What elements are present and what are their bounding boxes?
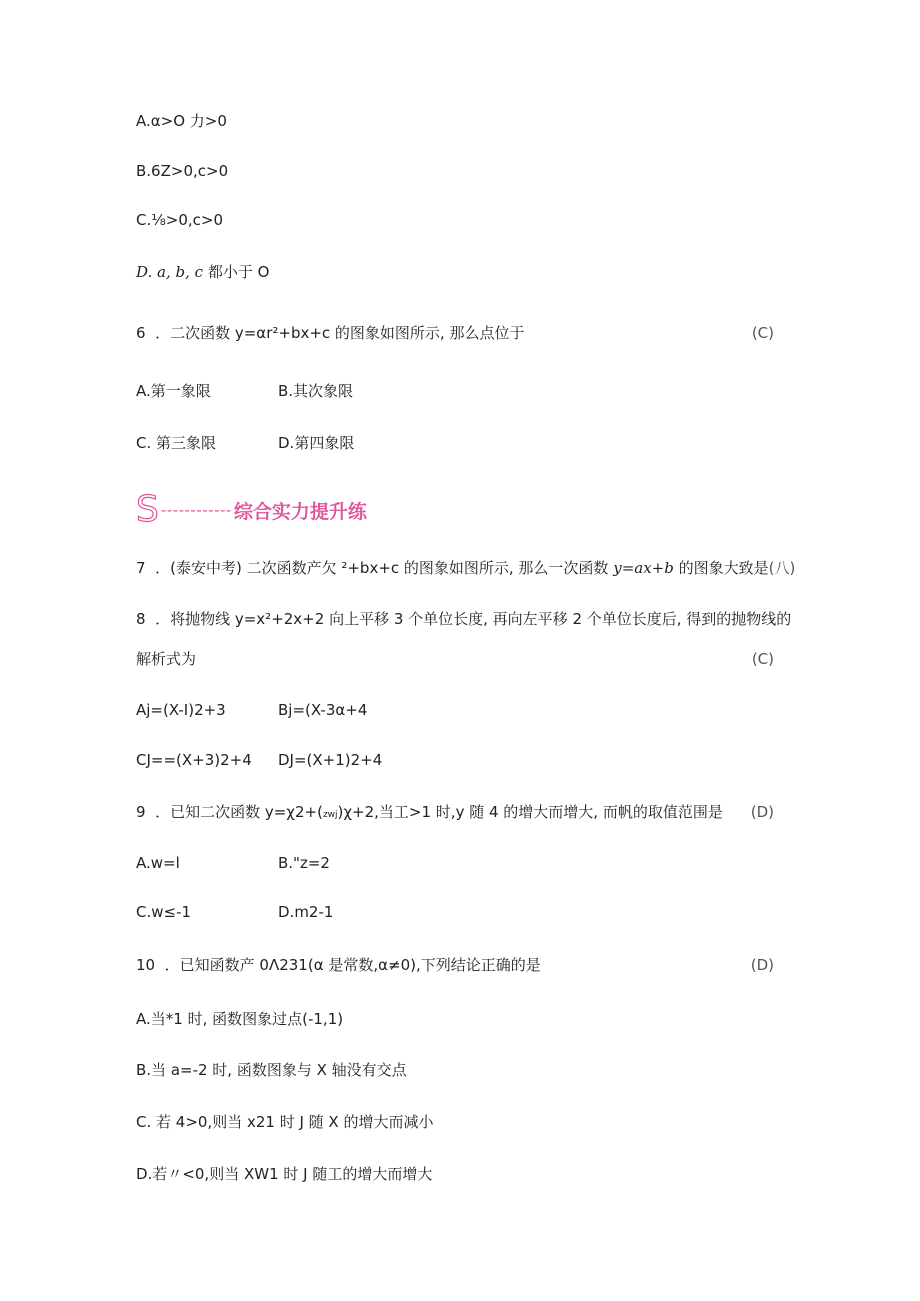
- q10-option-a: A.当*1 时, 函数图象过点(-1,1): [136, 1010, 344, 1028]
- q8-stem-continued: 解析式为: [136, 650, 197, 668]
- q6-stem: [136, 323, 524, 343]
- q7-number: 7: [136, 559, 146, 577]
- q9-option-a: A.w=l: [136, 854, 180, 872]
- q9-answer: (D): [750, 803, 774, 821]
- section-title: 综合实力提升练: [233, 500, 367, 523]
- q5-option-d-text: 都小于 O: [203, 263, 270, 281]
- q9-number: 9: [136, 803, 146, 821]
- q10-number: 10: [136, 956, 156, 974]
- q10-stem: [136, 955, 541, 975]
- q7-text-end: 的图象大致是: [678, 559, 769, 577]
- q8-option-b: Bj=(X-3α+4: [278, 701, 368, 719]
- q6-answer: (C): [751, 324, 774, 342]
- q7-answer: (八): [768, 559, 796, 577]
- q8-option-a: Aj=(X-I)2+3: [136, 701, 226, 719]
- q8-text: ．将抛物线 y=x²+2x+2 向上平移 3 个单位长度, 再向左平移 2 个单位长度后, 得到的抛物线的: [155, 610, 792, 628]
- q5-option-a: A.α>O 力>0: [136, 112, 227, 130]
- section-letter: S: [136, 489, 159, 530]
- q5-option-d-vars: D. a, b, c: [136, 263, 204, 281]
- q8-option-c: CJ==(X+3)2+4: [136, 751, 252, 769]
- q10-text: ．已知函数产 0Λ231(α 是常数,α≠0),下列结论正确的是: [164, 956, 541, 974]
- q8-answer: (C): [751, 650, 774, 668]
- q10-option-b: B.当 a=-2 时, 函数图象与 X 轴没有交点: [136, 1061, 407, 1079]
- q6-option-c: C. 第三象限: [136, 434, 217, 452]
- q8-number: 8: [136, 610, 146, 628]
- q8-stem: [136, 609, 791, 629]
- q7-text: ．(泰安中考) 二次函数产欠 ²+bx+c 的图象如图所示, 那么一次函数: [155, 559, 609, 577]
- q9-option-d: D.m2-1: [278, 903, 334, 921]
- q9-text-end: )χ+2,当工>1 时,y 随 4 的增大而增大, 而帆的取值范围是: [337, 803, 723, 821]
- q8-option-d: DJ=(X+1)2+4: [278, 751, 383, 769]
- q10-answer: (D): [750, 956, 774, 974]
- section-dashes: ------------: [160, 501, 232, 519]
- q5-option-b: B.6Z>0,c>0: [136, 162, 229, 180]
- q7-formula: y=ax+b: [613, 559, 674, 577]
- q9-subscript: zwj: [322, 810, 338, 820]
- q10-option-d: D.若〃<0,则当 XW1 时 J 随工的增大而增大: [136, 1165, 433, 1183]
- q5-option-d: [136, 262, 269, 282]
- q10-option-c: C. 若 4>0,则当 x21 时 J 随 X 的增大而减小: [136, 1113, 434, 1131]
- q6-option-a: A.第一象限: [136, 382, 211, 400]
- q6-option-d: D.第四象限: [278, 434, 355, 452]
- q9-option-b: B."z=2: [278, 854, 330, 872]
- q5-option-c: C.⅛>0,c>0: [136, 211, 224, 229]
- q6-option-b: B.其次象限: [278, 382, 354, 400]
- q9-stem: [136, 802, 723, 825]
- section-header: [136, 489, 367, 530]
- q6-number: 6: [136, 324, 146, 342]
- q6-text: ．二次函数 y=αr²+bx+c 的图象如图所示, 那么点位于: [155, 324, 525, 342]
- q9-text: ．已知二次函数 y=χ2+(: [155, 803, 323, 821]
- q9-option-c: C.w≤-1: [136, 903, 192, 921]
- q7-stem: [136, 558, 795, 578]
